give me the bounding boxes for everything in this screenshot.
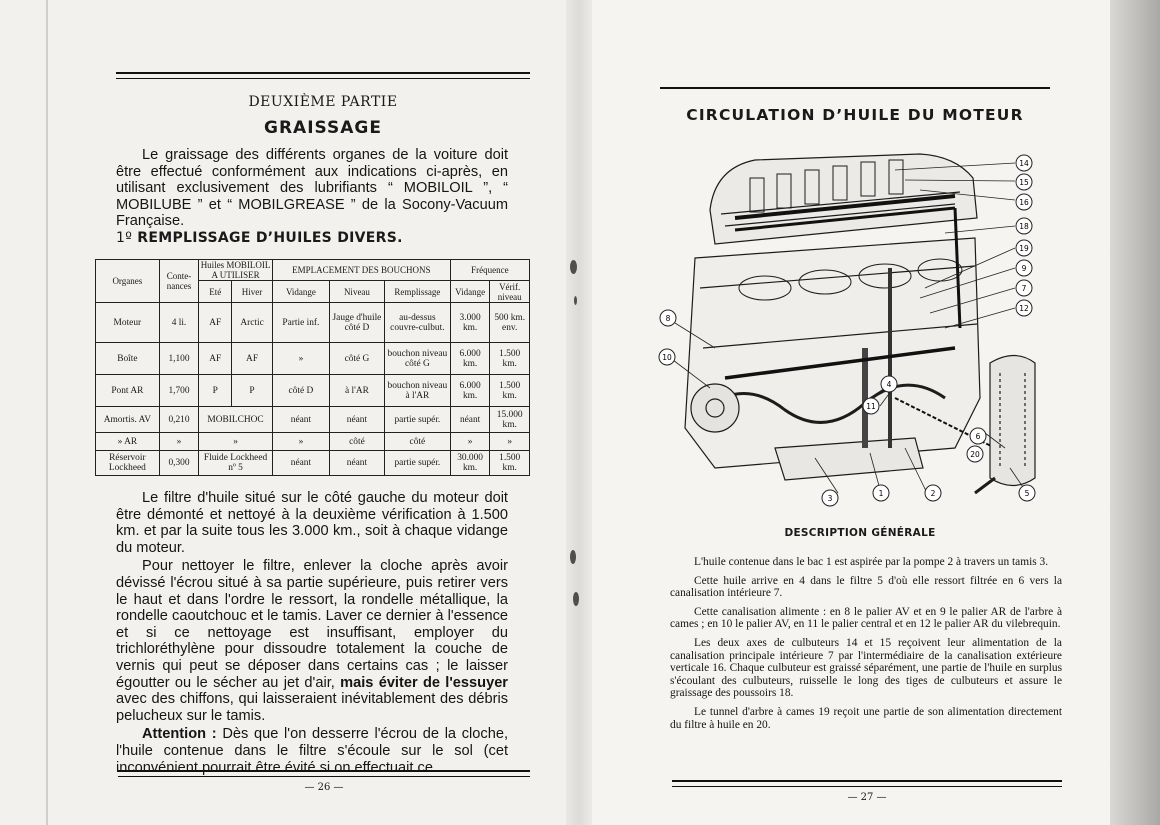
table-row [96, 343, 530, 375]
description-heading: DESCRIPTION GÉNÉRALE [784, 527, 936, 539]
page-number-right: — 27 — [847, 792, 887, 803]
table-cell: néant [329, 407, 384, 433]
ink-speck [574, 296, 577, 305]
part-label: DEUXIÈME PARTIE [248, 94, 398, 110]
table-cell: AF [199, 343, 232, 375]
page-edge-right [1110, 0, 1160, 825]
header-vidange: Vidange [272, 281, 329, 303]
intro-text: Le graissage des différents organes de la voiture doit être effectué conformément aux indications ci-après, en utilisant exclusivement des lubrifiants “ MOBILOIL ”, “ MOBILUBE ” et “ MOBILGREASE ” de la Socony-Vacuum Française. [116, 147, 508, 230]
section-number: 1º [116, 230, 133, 246]
table-cell: Arctic [232, 303, 273, 343]
description-paragraph-5: Le tunnel d'arbre à cames 19 reçoit une partie de son alimentation directement du filtre à huile en 20. [670, 705, 1062, 731]
attention-text: Dès que l'on desserre l'écrou de la cloche, l'huile contenue dans le filtre s'écoule sur le sol (cet inconvénient pourrait être évité si on effectuait ce [116, 726, 508, 776]
header-emplacement: EMPLACEMENT DES BOUCHONS [272, 260, 450, 281]
table-cell: Jauge d'huile côté D [329, 303, 384, 343]
attention-label: Attention : [142, 726, 217, 743]
table-cell: 1,100 [159, 343, 199, 375]
description-paragraph-1: L'huile contenue dans le bac 1 est aspirée par la pompe 2 à travers un tamis 3. [694, 556, 1049, 568]
top-rule-right [660, 87, 1050, 89]
table-cell: 500 km. env. [490, 303, 530, 343]
table-row [96, 303, 530, 343]
intro-paragraph [116, 147, 508, 230]
table-row [96, 451, 530, 476]
table-cell: 1.500 km. [490, 451, 530, 476]
header-contenances: Conte-nances [159, 260, 199, 303]
table-cell: côté D [272, 375, 329, 407]
header-frequence: Fréquence [450, 260, 529, 281]
callout-2: 2 [930, 489, 936, 498]
table-cell: Amortis. AV [96, 407, 160, 433]
callout-1: 1 [878, 489, 884, 498]
table-cell: P [232, 375, 273, 407]
header-ete: Eté [199, 281, 232, 303]
table-cell: 1,700 [159, 375, 199, 407]
callout-18: 18 [1019, 222, 1029, 231]
cleaning-tail: avec des chiffons, qui laisseraient inévitablement des débris pelucheux sur le tamis. [116, 691, 508, 724]
table-cell: MOBILCHOC [199, 407, 273, 433]
table-cell: » AR [96, 433, 160, 451]
callout-6: 6 [975, 432, 981, 441]
table-cell: Réservoir Lockheed [96, 451, 160, 476]
table-cell: bouchon niveau côté G [384, 343, 450, 375]
attention-paragraph [116, 726, 508, 776]
callout-12: 12 [1019, 304, 1029, 313]
book-gutter [566, 0, 592, 825]
cleaning-paragraph [116, 558, 508, 724]
description-paragraph-4: Les deux axes de culbuteurs 14 et 15 reçoivent leur alimentation de la canalisation principale intérieure 7 par l'intermédiaire de la canalisation extérieure verticale 16. Chaque culbuteur est graissé séparément, une partie de l'huile en surplus s'écoulant des culbuteurs, ruisselle le long des tiges de culbuteurs et assure le graissage des poussoirs 18. [670, 636, 1062, 700]
table-cell: 1.500 km. [490, 375, 530, 407]
lubrication-table [95, 259, 530, 476]
emphasis-text: mais éviter de l'essuyer [340, 674, 508, 691]
ink-speck [573, 592, 579, 606]
page-number-left: — 26 — [304, 782, 344, 793]
table-cell: AF [199, 303, 232, 343]
table-cell: 1.500 km. [490, 343, 530, 375]
filter-paragraph: Le filtre d'huile situé sur le côté gauche du moteur doit être démonté et nettoyé à la deuxième vérification à 1.500 km. et par la suite tous les 3.000 km., soit à chaque vidange du moteur. [116, 490, 508, 556]
callout-9: 9 [1021, 264, 1027, 273]
table-cell: néant [272, 451, 329, 476]
table-cell: côté [329, 433, 384, 451]
table-cell: 30.000 km. [450, 451, 490, 476]
table-cell: partie supér. [384, 451, 450, 476]
table-cell: » [199, 433, 273, 451]
header-freq-vidange: Vidange [450, 281, 490, 303]
table-cell: Boîte [96, 343, 160, 375]
table-cell: bouchon niveau à l'AR [384, 375, 450, 407]
table-cell: 0,210 [159, 407, 199, 433]
table-cell: partie supér. [384, 407, 450, 433]
callout-7: 7 [1021, 284, 1027, 293]
header-niveau: Niveau [329, 281, 384, 303]
table-cell: 6.000 km. [450, 343, 490, 375]
callout-8: 8 [665, 314, 671, 323]
table-cell: » [272, 433, 329, 451]
table-cell: 15.000 km. [490, 407, 530, 433]
top-rule-left [116, 72, 530, 79]
table-cell: 6.000 km. [450, 375, 490, 407]
description-paragraph-2: Cette huile arrive en 4 dans le filtre 5 d'où elle ressort filtrée en 6 vers la canalisation intérieure 7. [670, 574, 1062, 600]
table-cell: Fluide Lockheed nº 5 [199, 451, 273, 476]
table-row [96, 407, 530, 433]
callout-20: 20 [970, 450, 980, 459]
table-row [96, 375, 530, 407]
table-cell: Moteur [96, 303, 160, 343]
table-cell: 4 li. [159, 303, 199, 343]
callout-5: 5 [1024, 489, 1030, 498]
maintenance-text [116, 490, 508, 776]
cleaning-text: Pour nettoyer le filtre, enlever la cloche après avoir dévissé l'écrou situé à sa partie supérieure, puis retirer vers le haut et dans l'ordre le ressort, la rondelle métallique, la rondelle caoutchouc et le tamis. Laver ce dernier à l'essence et si ce nettoyage est insuffisant, employer du trichloréthylène pour dissoudre totalement la couche de vernis qui peut se déposer dans certains cas ; le laisser égoutter ou le sécher au jet d'air, [116, 558, 508, 691]
header-huiles: Huiles MOBILOIL A UTILISER [200, 260, 271, 280]
bottom-rule-right [672, 780, 1062, 787]
page-edge-left [46, 0, 48, 825]
callout-14: 14 [1019, 159, 1029, 168]
table-cell: côté [384, 433, 450, 451]
callout-11: 11 [866, 402, 876, 411]
table-cell: néant [272, 407, 329, 433]
description-text [670, 556, 1062, 737]
table-cell: néant [450, 407, 490, 433]
table-cell: néant [329, 451, 384, 476]
header-hiver: Hiver [232, 281, 273, 303]
callout-15: 15 [1019, 178, 1029, 187]
engine-oil-diagram [655, 148, 1050, 510]
page-title: GRAISSAGE [264, 118, 382, 138]
callout-16: 16 [1019, 198, 1029, 207]
table-row [96, 433, 530, 451]
ink-speck [570, 550, 576, 564]
callout-4: 4 [886, 380, 892, 389]
bottom-rule-left [118, 770, 530, 777]
header-remplissage: Remplissage [384, 281, 450, 303]
table-cell: 3.000 km. [450, 303, 490, 343]
table-cell: Partie inf. [272, 303, 329, 343]
description-paragraph-3: Cette canalisation alimente : en 8 le palier AV et en 9 le palier AR de l'arbre à cames ; en 10 le palier AV, en 11 le palier central et en 12 le palier AR du vilebrequin. [670, 605, 1062, 631]
callout-19: 19 [1019, 244, 1029, 253]
table-cell: côté G [329, 343, 384, 375]
ink-speck [570, 260, 577, 274]
table-cell: 0,300 [159, 451, 199, 476]
table-cell: au-dessus couvre-culbut. [384, 303, 450, 343]
diagram-title: CIRCULATION D’HUILE DU MOTEUR [686, 106, 1024, 124]
table-cell: » [159, 433, 199, 451]
table-cell: à l'AR [329, 375, 384, 407]
header-organes: Organes [96, 260, 160, 303]
callout-10: 10 [662, 353, 672, 362]
section-heading [116, 230, 516, 246]
section-title: REMPLISSAGE D’HUILES DIVERS. [137, 230, 403, 246]
table-cell: » [272, 343, 329, 375]
table-cell: AF [232, 343, 273, 375]
table-cell: » [490, 433, 530, 451]
table-cell: P [199, 375, 232, 407]
callout-3: 3 [827, 494, 833, 503]
table-cell: » [450, 433, 490, 451]
header-freq-verif: Vérif. niveau [490, 281, 530, 303]
table-cell: Pont AR [96, 375, 160, 407]
